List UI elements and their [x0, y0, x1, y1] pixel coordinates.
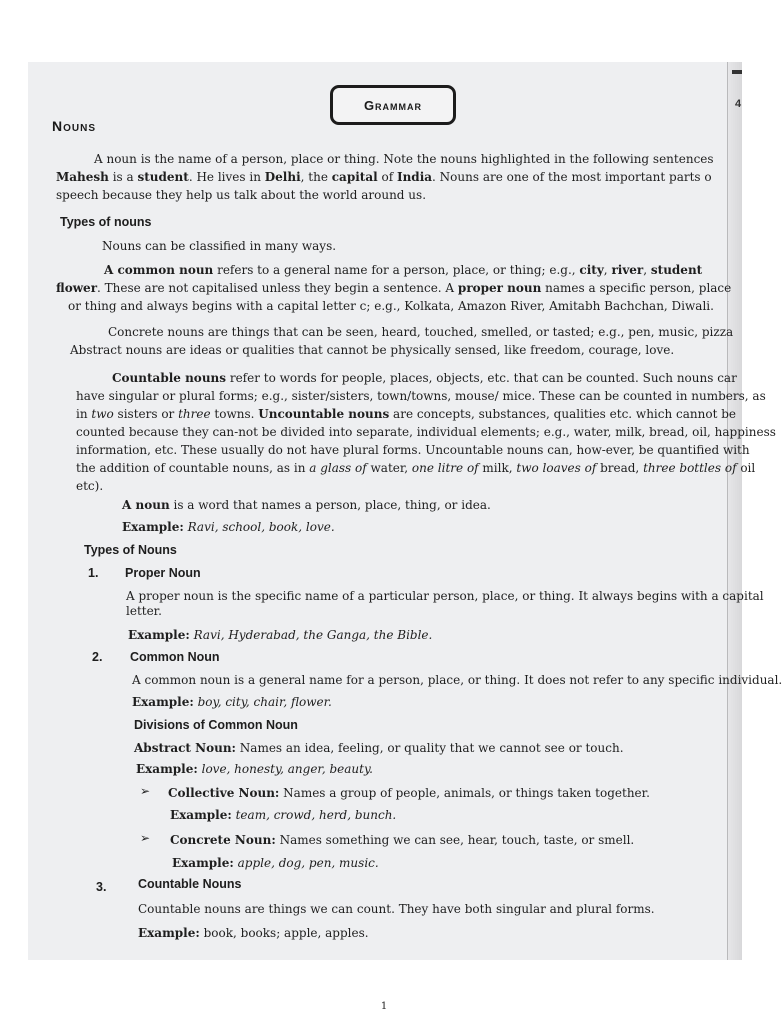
countable-nouns-title: Countable Nouns	[138, 877, 242, 891]
countable-nouns-number: 3.	[96, 880, 107, 894]
intro-line-2: Mahesh is a student. He lives in Delhi, the capital of India. Nouns are one of the most important parts o	[56, 170, 712, 184]
scanned-page	[28, 62, 782, 960]
edge-page-number: 4	[735, 98, 742, 110]
concrete-noun-example: Example: apple, dog, pen, music.	[172, 856, 379, 870]
countable-nouns-line-1: Countable nouns are things we can count. They have both singular and plural forms.	[138, 902, 655, 916]
countable-line-1: Countable nouns refer to words for people, places, objects, etc. that can be counted. Such nouns car	[112, 371, 737, 385]
common-noun-title: Common Noun	[130, 650, 220, 664]
proper-title: Proper Noun	[125, 566, 201, 580]
common-noun-number: 2.	[92, 650, 103, 664]
proper-line-2: letter.	[126, 604, 162, 618]
intro-line-1: A noun is the name of a person, place or thing. Note the nouns highlighted in the following sentences	[94, 152, 714, 166]
definition-line: A noun is a word that names a person, place, thing, or idea.	[122, 498, 491, 512]
abstract-noun-example: Example: love, honesty, anger, beauty.	[136, 762, 373, 776]
common-line-1: A common noun refers to a general name for a person, place, or thing; e.g., city, river, student	[104, 263, 703, 277]
common-noun-line-1: A common noun is a general name for a person, place, or thing. It does not refer to any specific individual.	[132, 673, 782, 687]
abstract-noun-line: Abstract Noun: Names an idea, feeling, or quality that we cannot see or touch.	[134, 741, 624, 755]
proper-line-1: A proper noun is the specific name of a particular person, place, or thing. It always begins with a capital	[126, 589, 764, 603]
classified-line: Nouns can be classified in many ways.	[102, 239, 337, 253]
countable-line-7: etc).	[76, 479, 104, 493]
countable-nouns-example: Example: book, books; apple, apples.	[138, 926, 369, 940]
page-number: 1	[380, 1001, 388, 1012]
bullet-arrow-icon: ➢	[140, 831, 151, 845]
proper-number: 1.	[88, 566, 99, 580]
collective-noun-example: Example: team, crowd, herd, bunch.	[170, 808, 397, 822]
collective-noun-line: Collective Noun: Names a group of people, animals, or things taken together.	[168, 786, 650, 800]
common-noun-example: Example: boy, city, chair, flower.	[132, 695, 332, 709]
definition-example: Example: Ravi, school, book, love.	[122, 520, 335, 534]
nouns-heading: Nouns	[52, 118, 97, 134]
countable-line-3: in two sisters or three towns. Uncountable nouns are concepts, substances, qualities etc. which cannot be	[76, 407, 737, 421]
divisions-heading: Divisions of Common Noun	[134, 718, 298, 732]
intro-line-3: speech because they help us talk about the world around us.	[56, 188, 427, 202]
countable-line-5: information, etc. These usually do not have plural forms. Uncountable nouns can, how-ever, be quantified with	[76, 443, 750, 457]
concrete-noun-line: Concrete Noun: Names something we can see, hear, touch, taste, or smell.	[170, 833, 635, 847]
countable-line-4: counted because they can-not be divided into separate, individual elements; e.g., water, milk, bread, oil, happiness	[76, 425, 776, 439]
common-line-3: or thing and always begins with a capital letter c; e.g., Kolkata, Amazon River, Amitabh Bachchan, Diwali.	[68, 299, 714, 313]
countable-line-2: have singular or plural forms; e.g., sister/sisters, town/towns, mouse/ mice. These can be counted in numbers, as	[76, 389, 766, 403]
grammar-title: Grammar	[363, 97, 423, 113]
countable-line-6: the addition of countable nouns, as in a glass of water, one litre of milk, two loaves of bread, three bottles of oil	[76, 461, 756, 475]
concrete-line-1: Concrete nouns are things that can be seen, heard, touched, smelled, or tasted; e.g., pen, music, pizza	[108, 325, 734, 339]
grammar-title-box	[330, 85, 456, 125]
common-line-2: flower. These are not capitalised unless they begin a sentence. A proper noun names a specific person, place	[56, 281, 732, 295]
types-of-nouns-subheading: Types of nouns	[60, 215, 152, 229]
page-edge	[727, 62, 742, 960]
proper-example: Example: Ravi, Hyderabad, the Ganga, the Bible.	[128, 628, 433, 642]
types-of-nouns-heading: Types of Nouns	[84, 543, 177, 557]
edge-mark	[732, 70, 742, 74]
concrete-line-2: Abstract nouns are ideas or qualities that cannot be physically sensed, like freedom, courage, love.	[70, 343, 675, 357]
bullet-arrow-icon: ➢	[140, 784, 151, 798]
